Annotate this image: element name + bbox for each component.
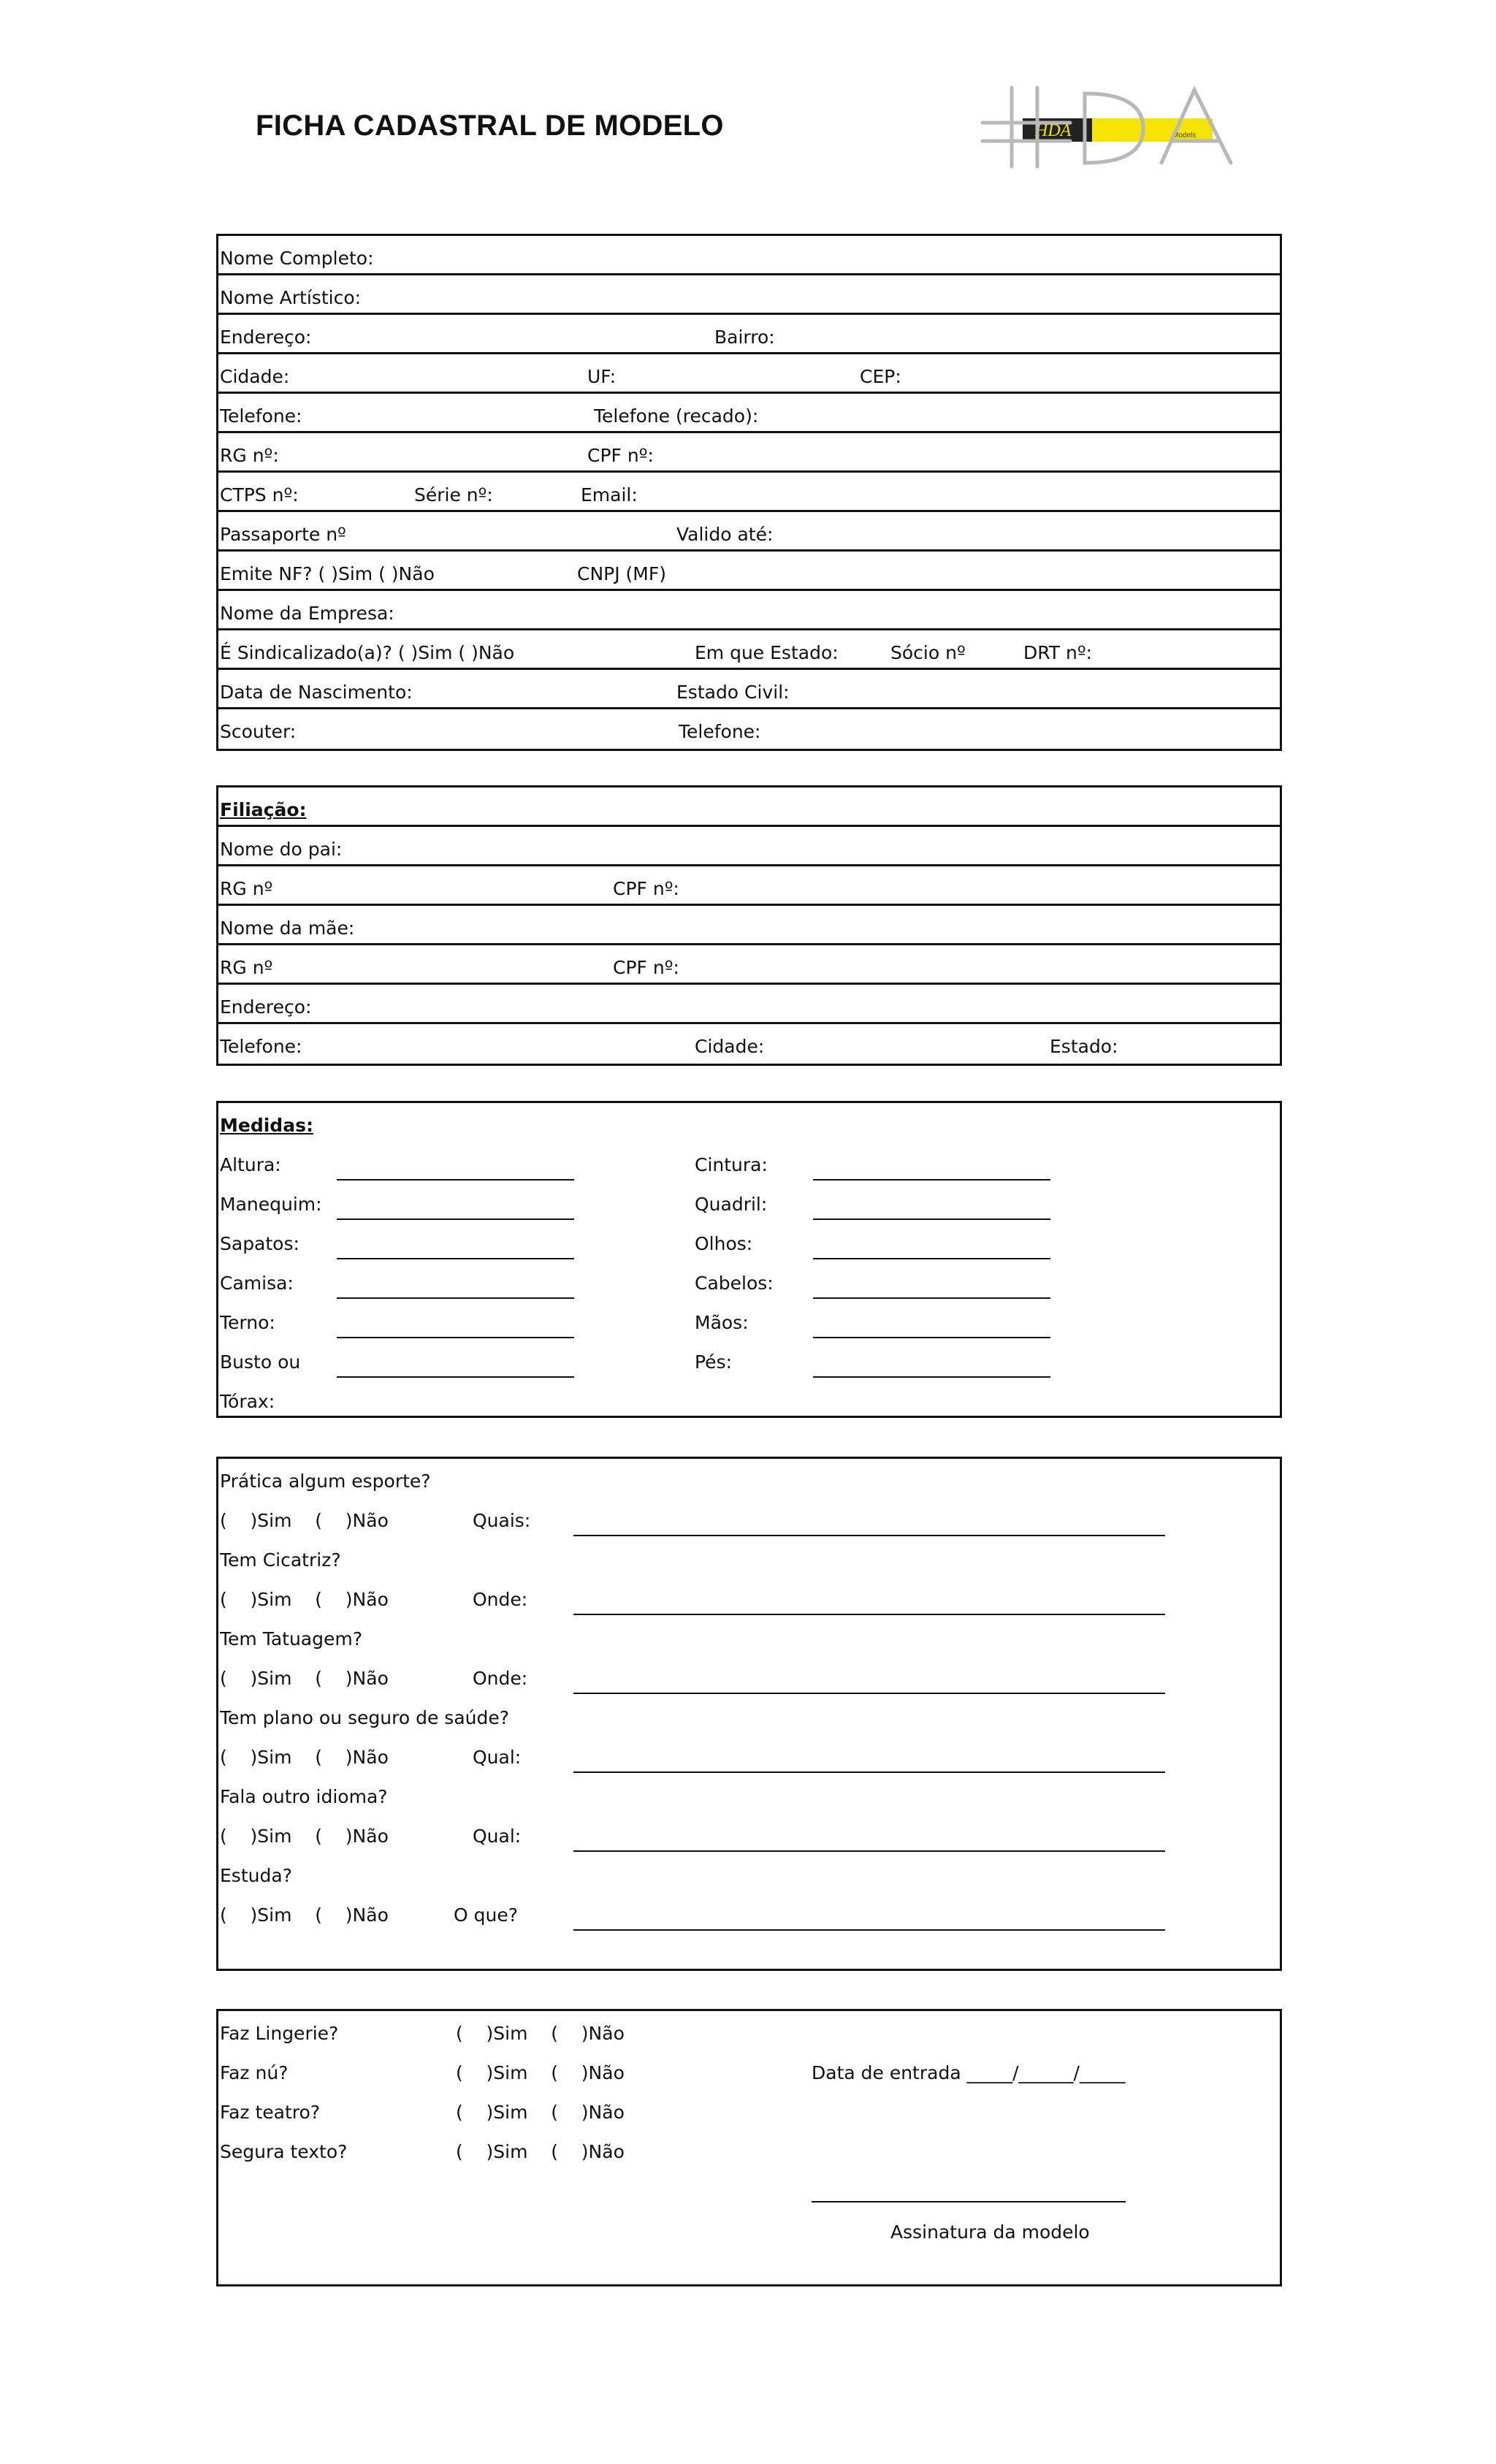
row-nome-mae[interactable]	[218, 906, 1280, 945]
row-filiacao-telefone[interactable]	[218, 1024, 1280, 1064]
saude-qual-line[interactable]	[573, 1771, 1165, 1773]
question-esporte	[218, 1459, 1280, 1498]
label-cabelos: Cabelos:	[695, 1273, 774, 1294]
label-rg: RG nº:	[220, 445, 279, 466]
row-telefone[interactable]	[218, 394, 1280, 433]
label-ctps: CTPS nº:	[220, 484, 299, 506]
questions-section	[216, 1457, 1282, 1971]
label-filiacao-estado: Estado:	[1050, 1036, 1118, 1057]
label-camisa: Camisa:	[220, 1273, 294, 1294]
label-bairro: Bairro:	[714, 327, 775, 348]
tatuagem-onde-line[interactable]	[573, 1693, 1165, 1694]
sim-nao-options[interactable]: ( )Sim ( )Não	[220, 1589, 389, 1610]
medidas-row	[218, 1340, 1280, 1379]
label-serie: Série nº:	[414, 484, 493, 506]
label-valido-ate: Valido até:	[676, 524, 774, 545]
quais-line[interactable]	[573, 1535, 1165, 1536]
data-entrada[interactable]: Data de entrada _____/______/_____	[812, 2062, 1126, 2083]
medidas-row	[218, 1379, 1280, 1419]
cintura-line[interactable]	[813, 1179, 1050, 1180]
logo-text: HDA	[1035, 121, 1072, 140]
label-cpf: CPF nº:	[587, 445, 654, 466]
final-row-teatro	[218, 2090, 1280, 2129]
label-faz-lingerie: Faz Lingerie?	[220, 2023, 339, 2044]
label-nome-mae: Nome da mãe:	[220, 918, 355, 939]
followup-label: Qual:	[473, 1826, 522, 1847]
logo-subtext: Models	[1172, 131, 1197, 140]
teatro-options[interactable]: ( )Sim ( )Não	[456, 2102, 625, 2123]
answer-row	[218, 1498, 1280, 1538]
sapatos-line[interactable]	[337, 1258, 574, 1259]
label-cep: CEP:	[860, 366, 901, 387]
cicatriz-onde-line[interactable]	[573, 1614, 1165, 1615]
row-rg-mae[interactable]	[218, 945, 1280, 985]
sim-nao-options[interactable]: ( )Sim ( )Não	[220, 1510, 389, 1531]
texto-options[interactable]: ( )Sim ( )Não	[456, 2141, 625, 2162]
row-endereco[interactable]	[218, 315, 1280, 354]
camisa-line[interactable]	[337, 1297, 574, 1299]
busto-line[interactable]	[337, 1376, 574, 1378]
label-terno: Terno:	[220, 1312, 275, 1333]
medidas-row	[218, 1261, 1280, 1300]
label-cpf-pai: CPF nº:	[613, 878, 679, 899]
label-cintura: Cintura:	[695, 1154, 768, 1175]
label-socio: Sócio nº	[890, 642, 966, 663]
label-sapatos: Sapatos:	[220, 1233, 299, 1254]
label-quadril: Quadril:	[695, 1194, 768, 1215]
pes-line[interactable]	[813, 1376, 1050, 1378]
followup-label: Onde:	[473, 1589, 528, 1610]
row-filiacao-endereco[interactable]	[218, 985, 1280, 1024]
followup-label: Qual:	[473, 1747, 522, 1768]
row-rg-cpf[interactable]	[218, 433, 1280, 473]
row-emite-nf[interactable]	[218, 552, 1280, 591]
label-data-nascimento: Data de Nascimento:	[220, 682, 413, 703]
label-filiacao-telefone: Telefone:	[220, 1036, 302, 1057]
nu-options[interactable]: ( )Sim ( )Não	[456, 2062, 625, 2083]
label-maos: Mãos:	[695, 1312, 749, 1333]
label-cnpj: CNPJ (MF)	[577, 563, 667, 584]
terno-line[interactable]	[337, 1337, 574, 1338]
sim-nao-options[interactable]: ( )Sim ( )Não	[220, 1747, 389, 1768]
label-endereco: Endereço:	[220, 327, 312, 348]
medidas-section	[216, 1101, 1282, 1418]
question-tatuagem	[218, 1617, 1280, 1656]
cabelos-line[interactable]	[813, 1297, 1050, 1299]
row-nome-artistico[interactable]	[218, 275, 1280, 315]
label-faz-nu: Faz nú?	[220, 2062, 289, 2083]
label-rg-mae: RG nº	[220, 957, 273, 978]
label-scouter-telefone: Telefone:	[679, 721, 761, 742]
final-section	[216, 2009, 1282, 2286]
label-manequim: Manequim:	[220, 1194, 322, 1215]
idioma-qual-line[interactable]	[573, 1850, 1165, 1852]
row-ctps[interactable]	[218, 473, 1280, 512]
medidas-row	[218, 1300, 1280, 1340]
manequim-line[interactable]	[337, 1218, 574, 1220]
label-uf: UF:	[587, 366, 617, 387]
maos-line[interactable]	[813, 1337, 1050, 1338]
answer-row	[218, 1577, 1280, 1617]
label-filiacao-endereco: Endereço:	[220, 996, 312, 1018]
medidas-row	[218, 1143, 1280, 1182]
question-estuda	[218, 1853, 1280, 1893]
hda-logo	[975, 79, 1245, 174]
followup-label: Quais:	[473, 1510, 531, 1531]
label-busto: Busto ou	[220, 1351, 301, 1373]
lingerie-options[interactable]: ( )Sim ( )Não	[456, 2023, 625, 2044]
sim-nao-options[interactable]: ( )Sim ( )Não	[220, 1904, 389, 1926]
medidas-row	[218, 1221, 1280, 1261]
row-passaporte[interactable]	[218, 512, 1280, 552]
label-nome-artistico: Nome Artístico:	[220, 287, 362, 308]
row-scouter[interactable]	[218, 709, 1280, 749]
final-row-nu	[218, 2051, 1280, 2090]
answer-row	[218, 1656, 1280, 1696]
final-row-texto	[218, 2129, 1280, 2169]
followup-label: O que?	[454, 1904, 518, 1926]
row-nome-pai[interactable]	[218, 827, 1280, 866]
personal-data-section	[216, 234, 1282, 751]
question-idioma	[218, 1774, 1280, 1814]
label-segura-texto: Segura texto?	[220, 2141, 348, 2162]
label-emite-nf: Emite NF? ( )Sim ( )Não	[220, 563, 435, 584]
filiacao-heading-row	[218, 787, 1280, 827]
question-text: Estuda?	[220, 1865, 292, 1886]
filiacao-section	[216, 785, 1282, 1066]
sim-nao-options[interactable]: ( )Sim ( )Não	[220, 1826, 389, 1847]
label-torax: Tórax:	[220, 1391, 275, 1412]
label-estado-civil: Estado Civil:	[676, 682, 790, 703]
label-filiacao-cidade: Cidade:	[695, 1036, 765, 1057]
row-rg-pai[interactable]	[218, 866, 1280, 906]
altura-line[interactable]	[337, 1179, 574, 1180]
page-title: FICHA CADASTRAL DE MODELO	[256, 110, 724, 142]
row-data-nascimento[interactable]	[218, 670, 1280, 709]
medidas-heading: Medidas:	[220, 1115, 313, 1136]
sim-nao-options[interactable]: ( )Sim ( )Não	[220, 1668, 389, 1689]
question-text: Tem Tatuagem?	[220, 1628, 362, 1649]
row-nome-completo[interactable]	[218, 236, 1280, 275]
question-text: Prática algum esporte?	[220, 1471, 431, 1492]
label-pes: Pés:	[695, 1351, 733, 1373]
label-em-que-estado: Em que Estado:	[695, 642, 839, 663]
label-faz-teatro: Faz teatro?	[220, 2102, 321, 2123]
label-cpf-mae: CPF nº:	[613, 957, 679, 978]
answer-row	[218, 1735, 1280, 1774]
row-cidade[interactable]	[218, 354, 1280, 394]
label-nome-pai: Nome do pai:	[220, 839, 343, 860]
estuda-oque-line[interactable]	[573, 1929, 1165, 1931]
label-rg-pai: RG nº	[220, 878, 273, 899]
label-nome-empresa: Nome da Empresa:	[220, 603, 394, 624]
label-nome-completo: Nome Completo:	[220, 248, 374, 269]
label-telefone: Telefone:	[220, 405, 302, 427]
question-cicatriz	[218, 1538, 1280, 1577]
medidas-heading-row	[218, 1103, 1280, 1143]
signature-line[interactable]	[812, 2201, 1126, 2202]
question-text: Tem Cicatriz?	[220, 1549, 341, 1571]
question-text: Tem plano ou seguro de saúde?	[220, 1707, 510, 1728]
medidas-row	[218, 1182, 1280, 1221]
row-nome-empresa[interactable]	[218, 591, 1280, 630]
question-text: Fala outro idioma?	[220, 1786, 388, 1807]
label-passaporte: Passaporte nº	[220, 524, 346, 545]
quadril-line[interactable]	[813, 1218, 1050, 1220]
filiacao-heading: Filiação:	[220, 799, 307, 820]
olhos-line[interactable]	[813, 1258, 1050, 1259]
answer-row	[218, 1893, 1280, 1932]
label-sindicalizado: É Sindicalizado(a)? ( )Sim ( )Não	[220, 642, 515, 663]
label-cidade: Cidade:	[220, 366, 290, 387]
label-telefone-recado: Telefone (recado):	[594, 405, 759, 427]
final-row-lingerie	[218, 2011, 1280, 2051]
followup-label: Onde:	[473, 1668, 528, 1689]
answer-row	[218, 1814, 1280, 1853]
question-saude	[218, 1696, 1280, 1735]
row-sindicalizado[interactable]	[218, 630, 1280, 670]
label-email: Email:	[581, 484, 638, 506]
label-olhos: Olhos:	[695, 1233, 753, 1254]
label-drt: DRT nº:	[1023, 642, 1093, 663]
label-scouter: Scouter:	[220, 721, 297, 742]
signature-label: Assinatura da modelo	[890, 2221, 1090, 2243]
label-altura: Altura:	[220, 1154, 281, 1175]
